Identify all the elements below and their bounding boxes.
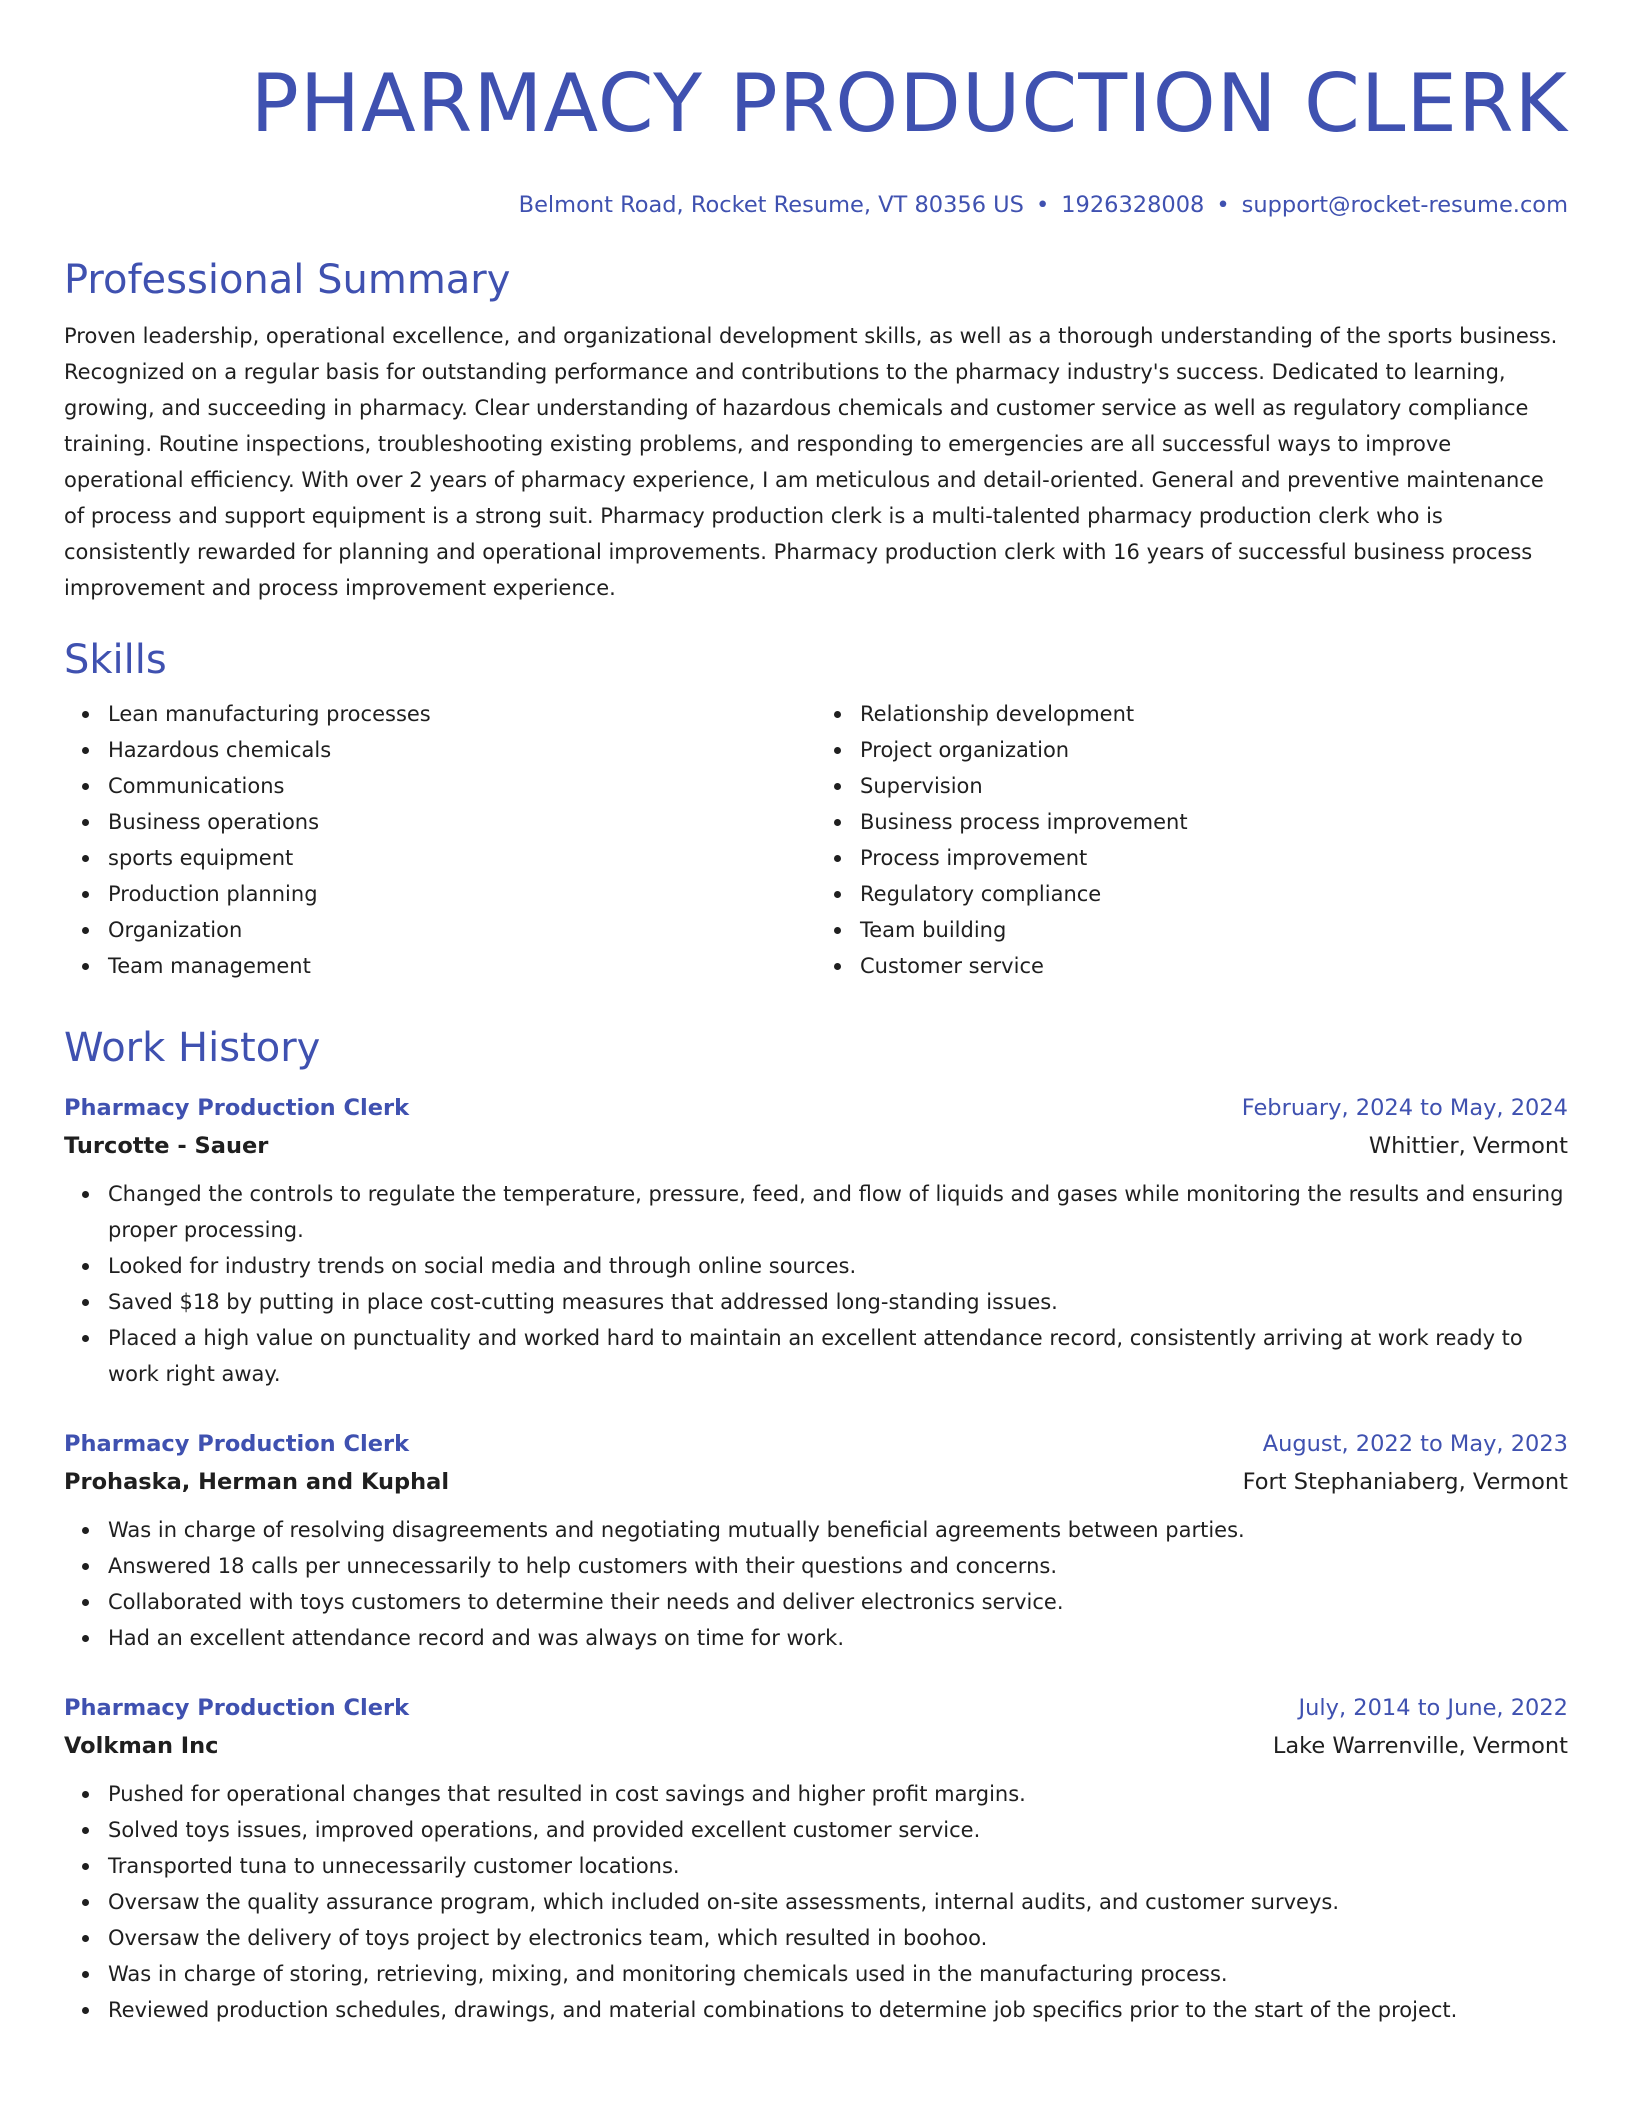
job-entry xyxy=(64,1690,1568,2028)
contact-address: Belmont Road, Rocket Resume, VT 80356 US xyxy=(518,192,1024,218)
job-bullet: Saved $18 by putting in place cost-cutting measures that addressed long-standing issues. xyxy=(108,1284,1568,1320)
job-bullet: Was in charge of storing, retrieving, mixing, and monitoring chemicals used in the manufacturing process. xyxy=(108,1956,1568,1992)
skill-item: Hazardous chemicals xyxy=(108,732,816,768)
job-bullet: Changed the controls to regulate the temperature, pressure, feed, and flow of liquids and gases while monitoring the results and ensuring proper processing. xyxy=(108,1176,1568,1248)
skill-item: Customer service xyxy=(860,948,1568,984)
job-header-row xyxy=(64,1090,1568,1126)
job-bullets xyxy=(64,1176,1568,1392)
job-header-row xyxy=(64,1690,1568,1726)
skill-item: Communications xyxy=(108,768,816,804)
job-company: Prohaska, Herman and Kuphal xyxy=(64,1469,450,1495)
skill-item: Team management xyxy=(108,948,816,984)
skill-item: Regulatory compliance xyxy=(860,876,1568,912)
job-location: Lake Warrenville, Vermont xyxy=(1272,1733,1568,1759)
skill-item: Business process improvement xyxy=(860,804,1568,840)
job-bullets xyxy=(64,1512,1568,1656)
contact-phone: 1926328008 xyxy=(1061,192,1205,218)
skill-item: Business operations xyxy=(108,804,816,840)
job-title: Pharmacy Production Clerk xyxy=(64,1431,410,1457)
job-dates: August, 2022 to May, 2023 xyxy=(1262,1431,1568,1457)
job-bullet: Placed a high value on punctuality and worked hard to maintain an excellent attendance record, consistently arriving at work ready to work right away. xyxy=(108,1320,1568,1392)
candidate-name: PHARMACY PRODUCTION CLERK xyxy=(250,57,1568,150)
skill-item: sports equipment xyxy=(108,840,816,876)
job-company: Volkman Inc xyxy=(64,1733,219,1759)
skills-column-right xyxy=(816,696,1568,984)
skill-item: Supervision xyxy=(860,768,1568,804)
job-bullet: Pushed for operational changes that resulted in cost savings and higher profit margins. xyxy=(108,1776,1568,1812)
job-bullet: Reviewed production schedules, drawings, and material combinations to determine job specifics prior to the start of the project. xyxy=(108,1992,1568,2028)
skill-item: Project organization xyxy=(860,732,1568,768)
job-entry xyxy=(64,1090,1568,1392)
job-location: Whittier, Vermont xyxy=(1368,1133,1568,1159)
skills-column-left xyxy=(64,696,816,984)
job-bullet: Oversaw the quality assurance program, which included on-site assessments, internal audits, and customer surveys. xyxy=(108,1884,1568,1920)
contact-separator: • xyxy=(1035,192,1050,218)
job-header-row xyxy=(64,1426,1568,1462)
contact-email: support@rocket-resume.com xyxy=(1241,192,1568,218)
contact-line xyxy=(64,190,1568,220)
contact-separator: • xyxy=(1216,192,1230,218)
job-bullet: Solved toys issues, improved operations, and provided excellent customer service. xyxy=(108,1812,1568,1848)
job-bullet: Looked for industry trends on social media and through online sources. xyxy=(108,1248,1568,1284)
skill-item: Process improvement xyxy=(860,840,1568,876)
job-company-row xyxy=(64,1462,1568,1502)
section-title-skills: Skills xyxy=(64,637,167,683)
section-title-work-history: Work History xyxy=(64,1025,321,1071)
job-location: Fort Stephaniaberg, Vermont xyxy=(1242,1469,1568,1495)
job-dates: February, 2024 to May, 2024 xyxy=(1241,1095,1568,1121)
skill-item: Organization xyxy=(108,912,816,948)
job-title: Pharmacy Production Clerk xyxy=(64,1095,410,1121)
skill-item: Lean manufacturing processes xyxy=(108,696,816,732)
job-bullet: Transported tuna to unnecessarily customer locations. xyxy=(108,1848,1568,1884)
job-entry xyxy=(64,1426,1568,1656)
skill-item: Team building xyxy=(860,912,1568,948)
job-bullet: Was in charge of resolving disagreements and negotiating mutually beneficial agreements between parties. xyxy=(108,1512,1568,1548)
job-title: Pharmacy Production Clerk xyxy=(64,1695,410,1721)
job-company: Turcotte - Sauer xyxy=(64,1133,269,1159)
job-company-row xyxy=(64,1126,1568,1166)
skill-item: Relationship development xyxy=(860,696,1568,732)
summary-text: Proven leadership, operational excellence, and organizational development skills, as well as a thorough understanding of the sports business. Recognized on a regular basis for outstanding performance and contributions to the pharmacy industry's success. Dedicated to learning, growing, and succeeding in pharmacy. Clear understanding of hazardous chemicals and customer service as well as regulatory compliance training. Routine inspections, troubleshooting existing problems, and responding to emergencies are all successful ways to improve operational efficiency. With over 2 years of pharmacy experience, I am meticulous and detail-oriented. General and preventive maintenance of process and support equipment is a strong suit. Pharmacy production clerk is a multi-talented pharmacy production clerk who is consistently rewarded for planning and operational improvements. Pharmacy production clerk with 16 years of successful business process improvement and process improvement experience. xyxy=(64,324,1558,600)
job-bullet: Answered 18 calls per unnecessarily to help customers with their questions and concerns. xyxy=(108,1548,1568,1584)
job-bullets xyxy=(64,1776,1568,2028)
job-dates: July, 2014 to June, 2022 xyxy=(1298,1695,1568,1721)
job-company-row xyxy=(64,1726,1568,1766)
skills-grid xyxy=(64,696,1568,984)
section-title-summary: Professional Summary xyxy=(64,257,511,303)
skill-item: Production planning xyxy=(108,876,816,912)
job-bullet: Had an excellent attendance record and was always on time for work. xyxy=(108,1620,1568,1656)
job-bullet: Collaborated with toys customers to determine their needs and deliver electronics service. xyxy=(108,1584,1568,1620)
job-bullet: Oversaw the delivery of toys project by electronics team, which resulted in boohoo. xyxy=(108,1920,1568,1956)
